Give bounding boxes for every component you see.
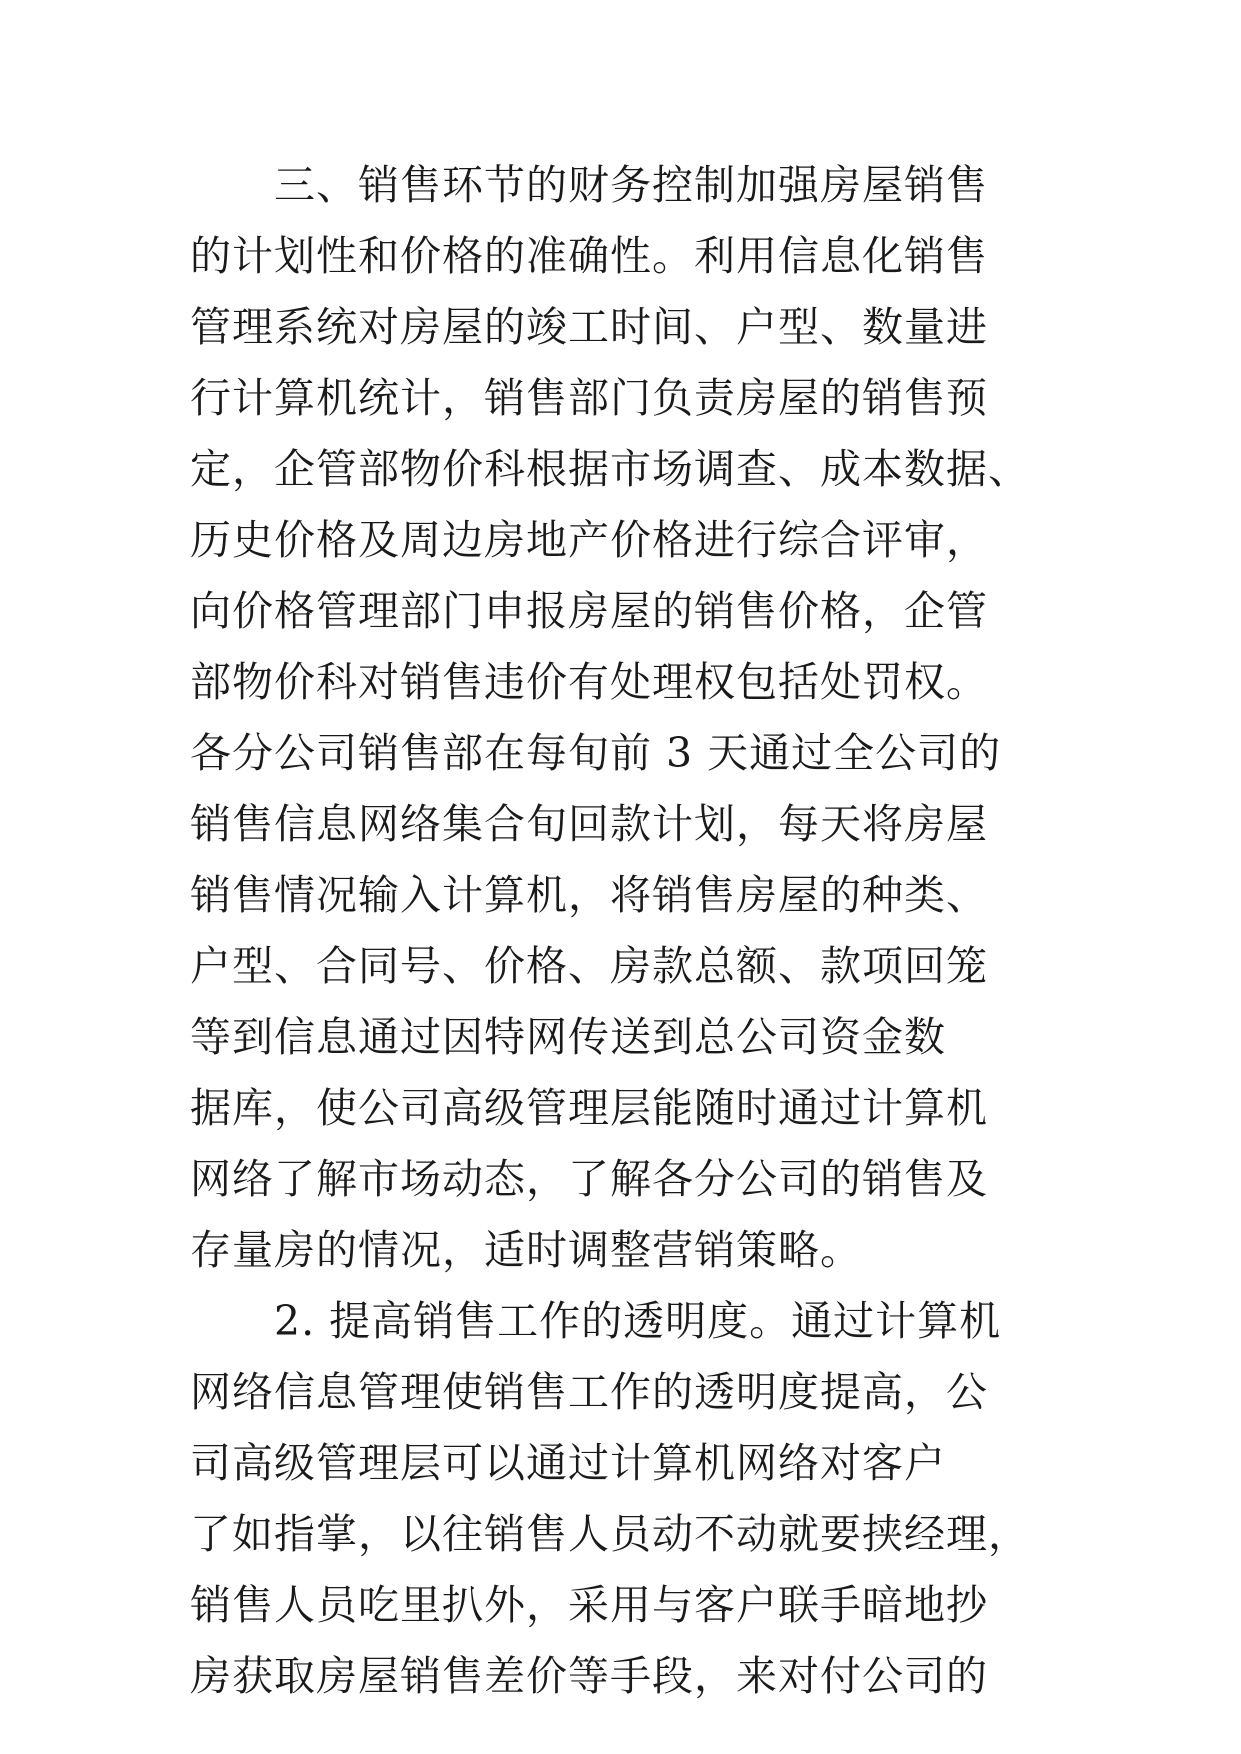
paragraph-line: 司高级管理层可以通过计算机网络对客户 [190, 1439, 946, 1487]
paragraph-line: 管理系统对房屋的竣工时间、户型、数量进 [190, 303, 988, 351]
paragraph-line: 等到信息通过因特网传送到总公司资金数 [190, 1013, 946, 1061]
paragraph-line: 房获取房屋销售差价等手段，来对付公司的 [190, 1652, 988, 1700]
paragraph-line: 据库，使公司高级管理层能随时通过计算机 [190, 1084, 988, 1132]
paragraph-line: 网络信息管理使销售工作的透明度提高，公 [190, 1368, 988, 1416]
paragraph-line: 向价格管理部门申报房屋的销售价格，企管 [190, 587, 988, 635]
paragraph-line: 历史价格及周边房地产价格进行综合评审， [190, 516, 988, 564]
paragraph-line: 存量房的情况，适时调整营销策略。 [190, 1226, 862, 1274]
paragraph-line: 2. 提高销售工作的透明度。通过计算机 [274, 1297, 1002, 1345]
paragraph-line: 销售情况输入计算机，将销售房屋的种类、 [190, 871, 988, 919]
paragraph-line: 部物价科对销售违价有处理权包括处罚权。 [190, 658, 988, 706]
paragraph-line: 户型、合同号、价格、房款总额、款项回笼 [190, 942, 988, 990]
paragraph-line: 网络了解市场动态，了解各分公司的销售及 [190, 1155, 988, 1203]
paragraph-line: 行计算机统计，销售部门负责房屋的销售预 [190, 374, 988, 422]
paragraph-line: 了如指掌，以往销售人员动不动就要挟经理， [190, 1510, 1030, 1558]
paragraph-line: 定，企管部物价科根据市场调查、成本数据、 [190, 445, 1030, 493]
paragraph-line: 的计划性和价格的准确性。利用信息化销售 [190, 232, 988, 280]
body-text [190, 150, 1090, 1712]
paragraph-line: 销售人员吃里扒外，采用与客户联手暗地抄 [190, 1581, 988, 1629]
paragraph-line: 三、销售环节的财务控制加强房屋销售 [274, 161, 988, 209]
paragraph-line: 各分公司销售部在每旬前 3 天通过全公司的 [190, 729, 1002, 777]
paragraph-line: 销售信息网络集合旬回款计划，每天将房屋 [190, 800, 988, 848]
